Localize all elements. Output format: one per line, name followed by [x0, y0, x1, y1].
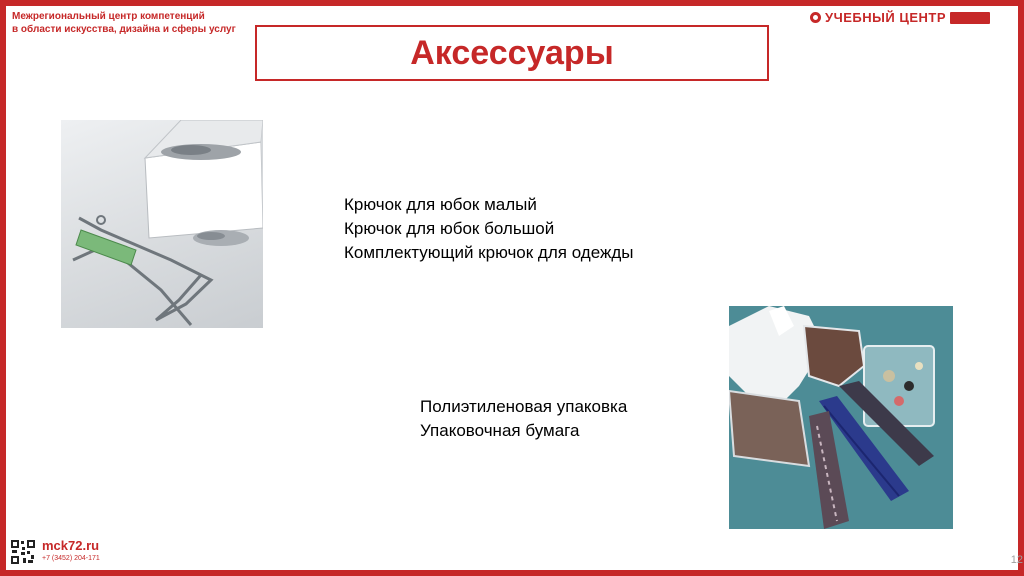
packaging-photo: [729, 306, 953, 529]
hooks-list: [344, 193, 633, 265]
logo: [810, 10, 990, 25]
org-line-2: в области искусства, дизайна и сферы услуг: [12, 24, 236, 35]
list-item: Крючок для юбок большой: [344, 219, 555, 238]
org-name: [12, 10, 236, 36]
hooks-illustration: [61, 120, 263, 328]
qr-code-icon: [10, 539, 36, 565]
list-item: Крючок для юбок малый: [344, 195, 537, 214]
hooks-photo: [61, 120, 263, 328]
packaging-illustration: [729, 306, 953, 529]
logo-circle-icon: [810, 12, 821, 23]
page-number: 12: [1010, 554, 1023, 566]
logo-text: УЧЕБНЫЙ ЦЕНТР: [825, 10, 946, 25]
title-box: [255, 25, 769, 81]
logo-badge: [950, 12, 990, 24]
list-item: Упаковочная бумага: [420, 421, 580, 440]
org-line-1: Межрегиональный центр компетенций: [12, 11, 205, 22]
footer-phone: +7 (3452) 204-171: [42, 555, 100, 562]
list-item: Комплектующий крючок для одежды: [344, 243, 634, 262]
list-item: Полиэтиленовая упаковка: [420, 397, 628, 416]
slide-title: Аксессуары: [410, 33, 614, 72]
packaging-list: [420, 395, 627, 443]
footer-site-link[interactable]: mck72.ru: [42, 538, 100, 553]
